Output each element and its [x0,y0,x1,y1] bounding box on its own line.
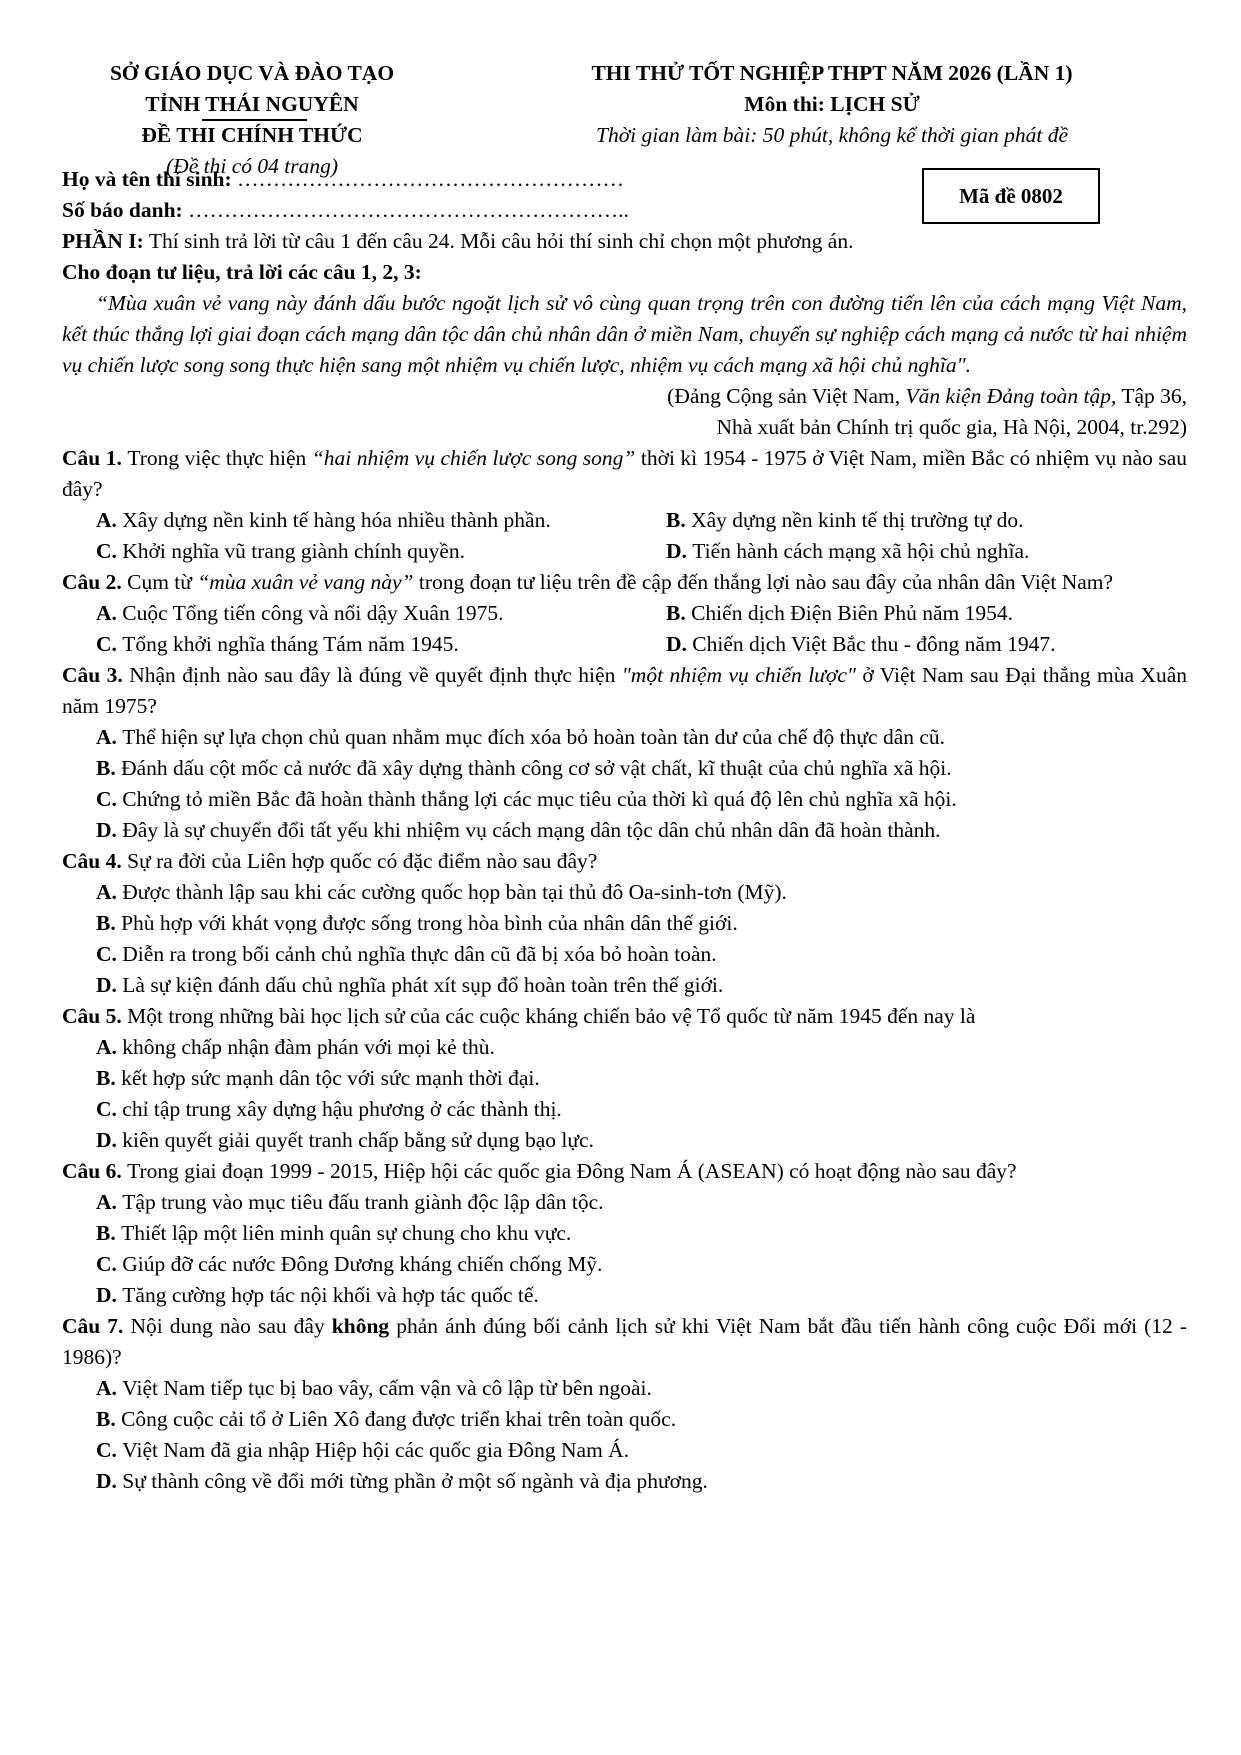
option-c[interactable] [96,536,666,567]
option-label: B. [96,1221,122,1245]
passage-quote: “Mùa xuân vẻ vang này đánh dấu bước ngoặt lịch sử vô cùng quan trọng trên con đường tiến lên của cách mạng Việt Nam, kết thúc thắng lợi giai đoạn cách mạng dân tộc dân chủ nhân dân ở miền Nam, chuyển sự nghiệp cách mạng cả nước từ hai nhiệm vụ chiến lược song song thực hiện sang một nhiệm vụ chiến lược, nhiệm vụ cách mạng xã hội chủ nghĩa". [62,291,1187,377]
option-label: A. [96,725,123,749]
question-text: Nội dung nào sau đây [130,1314,332,1338]
option-a[interactable] [62,877,1187,908]
option-text: Tiến hành cách mạng xã hội chủ nghĩa. [692,539,1030,563]
option-label: B. [666,601,692,625]
section-instruction [62,226,1187,257]
option-text: Tăng cường hợp tác nội khối và hợp tác quốc tế. [122,1283,539,1307]
header-right [477,58,1187,151]
candidate-name-label: Họ và tên thí sinh: [62,167,232,191]
option-a[interactable] [96,505,666,536]
candidate-id-label: Số báo danh: [62,198,183,222]
question-text: Cụm từ [127,570,198,594]
source-book: Văn kiện Đảng toàn tập, [905,384,1117,408]
option-label: D. [666,539,693,563]
option-label: D. [96,1283,123,1307]
question-2 [62,567,1187,598]
option-a[interactable] [62,1187,1187,1218]
option-c[interactable] [62,1249,1187,1280]
option-text: Xây dựng nền kinh tế hàng hóa nhiều thành phần. [122,508,551,532]
option-c[interactable] [62,1435,1187,1466]
option-label: C. [96,787,123,811]
option-c[interactable] [96,629,666,660]
option-label: B. [96,911,122,935]
question-text: “mùa xuân vẻ vang này” [197,570,414,594]
option-label: B. [96,1407,122,1431]
question-text: “hai nhiệm vụ chiến lược song song” [311,446,636,470]
question-number: Câu 3. [62,663,130,687]
exam-time: Thời gian làm bài: 50 phút, không kể thời gian phát đề [595,123,1069,147]
option-text: Tập trung vào mục tiêu đấu tranh giành độc lập dân tộc. [122,1190,604,1214]
option-b[interactable] [62,753,1187,784]
question-3 [62,660,1187,722]
exam-code-box: Mã đề 0802 [922,168,1100,224]
option-label: C. [96,1252,123,1276]
question-text: Một trong những bài học lịch sử của các cuộc kháng chiến bảo vệ Tổ quốc từ năm 1945 đến nay là [127,1004,976,1028]
option-d[interactable] [62,815,1187,846]
option-label: D. [96,973,123,997]
candidate-name-field[interactable]: ……………………………………………… [237,167,625,191]
option-text: Phù hợp với khát vọng được sống trong hòa bình của nhân dân thế giới. [121,911,738,935]
option-label: A. [96,601,123,625]
question-number: Câu 5. [62,1004,128,1028]
question-6 [62,1156,1187,1187]
option-label: C. [96,539,123,563]
option-a[interactable] [62,722,1187,753]
question-text: Sự ra đời của Liên hợp quốc có đặc điểm nào sau đây? [127,849,598,873]
official-label: ĐỀ THI CHÍNH THỨC [141,123,363,147]
option-text: Giúp đỡ các nước Đông Dương kháng chiến chống Mỹ. [122,1252,603,1276]
option-c[interactable] [62,1094,1187,1125]
candidate-id-field[interactable]: …………………………………………………….. [188,198,629,222]
option-label: C. [96,942,123,966]
province-name: TỈNH THÁI NGUYÊN [145,92,359,116]
option-label: D. [96,1128,123,1152]
option-text: Thể hiện sự lựa chọn chủ quan nhằm mục đích xóa bỏ hoàn toàn tàn dư của chế độ thực dân cũ. [122,725,946,749]
question-number: Câu 4. [62,849,128,873]
option-label: D. [96,1469,123,1493]
option-text: Đây là sự chuyển đổi tất yếu khi nhiệm vụ cách mạng dân tộc dân chủ nhân dân đã hoàn thành. [122,818,941,842]
question-number: Câu 7. [62,1314,131,1338]
option-label: D. [96,818,123,842]
question-text: Trong giai đoạn 1999 - 2015, Hiệp hội các quốc gia Đông Nam Á (ASEAN) có hoạt động nào sau đây? [127,1159,1017,1183]
option-label: B. [666,508,692,532]
exam-title: THI THỬ TỐT NGHIỆP THPT NĂM 2026 (LẦN 1) [591,61,1073,85]
option-text: Là sự kiện đánh dấu chủ nghĩa phát xít sụp đổ hoàn toàn trên thế giới. [122,973,724,997]
option-a[interactable] [96,598,666,629]
option-label: A. [96,1376,123,1400]
question-number: Câu 2. [62,570,128,594]
question-text: phản ánh đúng bối cảnh lịch sử khi Việt Nam bắt đầu tiến hành công cuộc Đổi mới (12 - 1986)? [62,1314,1187,1369]
option-c[interactable] [62,939,1187,970]
header-divider [202,119,307,121]
option-b[interactable] [62,1404,1187,1435]
department-name: SỞ GIÁO DỤC VÀ ĐÀO TẠO [109,61,395,85]
option-text: Được thành lập sau khi các cường quốc họp bàn tại thủ đô Oa-sinh-tơn (Mỹ). [122,880,787,904]
question-4 [62,846,1187,877]
exam-page [62,58,1187,1497]
option-text: Diễn ra trong bối cảnh chủ nghĩa thực dân cũ đã bị xóa bỏ hoàn toàn. [122,942,717,966]
option-d[interactable] [666,536,1029,567]
option-b[interactable] [62,1063,1187,1094]
question-7 [62,1311,1187,1373]
option-label: B. [96,1066,122,1090]
question-text: trong đoạn tư liệu trên đề cập đến thắng lợi nào sau đây của nhân dân Việt Nam? [413,570,1114,594]
option-text: Đánh dấu cột mốc cả nước đã xây dựng thành công cơ sở vật chất, kĩ thuật của chủ nghĩa xã hội. [121,756,952,780]
option-text: Cuộc Tổng tiến công và nổi dậy Xuân 1975. [122,601,504,625]
source-author: (Đảng Cộng sản Việt Nam, [667,384,906,408]
option-text: Chứng tỏ miền Bắc đã hoàn thành thắng lợi các mục tiêu của thời kì quá độ lên chủ nghĩa xã hội. [122,787,957,811]
candidate-info [62,164,1187,226]
question-number: Câu 1. [62,446,128,470]
question-number: Câu 6. [62,1159,128,1183]
option-b[interactable] [666,598,1013,629]
question-text: "một nhiệm vụ chiến lược" [621,663,856,687]
option-row [62,505,1187,536]
question-1 [62,443,1187,505]
passage-source-publisher: Nhà xuất bản Chính trị quốc gia, Hà Nội, 2004, tr.292) [716,415,1187,439]
option-b[interactable] [62,1218,1187,1249]
option-text: Việt Nam đã gia nhập Hiệp hội các quốc gia Đông Nam Á. [122,1438,630,1462]
option-text: kết hợp sức mạnh dân tộc với sức mạnh thời đại. [121,1066,540,1090]
option-label: D. [666,632,693,656]
option-text: kiên quyết giải quyết tranh chấp bằng sử dụng bạo lực. [122,1128,594,1152]
option-text: Chiến dịch Việt Bắc thu - đông năm 1947. [692,632,1056,656]
question-text: ở Việt Nam sau Đại thắng mùa Xuân năm 1975? [62,663,1187,718]
option-row [62,536,1187,567]
option-text: Công cuộc cải tổ ở Liên Xô đang được triển khai trên toàn quốc. [121,1407,677,1431]
passage-source [62,381,1187,412]
option-row [62,629,1187,660]
option-label: B. [96,756,122,780]
option-text: Tổng khởi nghĩa tháng Tám năm 1945. [122,632,459,656]
section-text: Thí sinh trả lời từ câu 1 đến câu 24. Mỗi câu hỏi thí sinh chỉ chọn một phương án. [148,229,854,253]
question-list [62,443,1187,1497]
question-text: không [331,1314,390,1338]
option-row [62,598,1187,629]
option-b[interactable] [62,908,1187,939]
option-label: A. [96,1035,123,1059]
option-d[interactable] [666,629,1055,660]
option-label: C. [96,1438,123,1462]
passage-intro: Cho đoạn tư liệu, trả lời các câu 1, 2, 3: [62,260,422,284]
page-count: (Đề thi có 04 trang) [166,154,338,178]
option-b[interactable] [666,505,1023,536]
question-text: Nhận định nào sau đây là đúng về quyết định thực hiện [129,663,622,687]
option-d[interactable] [62,1466,1187,1497]
option-d[interactable] [62,1280,1187,1311]
option-text: Việt Nam tiếp tục bị bao vây, cấm vận và cô lập từ bên ngoài. [122,1376,652,1400]
option-text: Thiết lập một liên minh quân sự chung cho khu vực. [121,1221,572,1245]
option-text: chỉ tập trung xây dựng hậu phương ở các thành thị. [122,1097,562,1121]
option-text: Sự thành công về đổi mới từng phần ở một số ngành và địa phương. [122,1469,708,1493]
option-a[interactable] [62,1032,1187,1063]
option-c[interactable] [62,784,1187,815]
option-text: không chấp nhận đàm phán với mọi kẻ thù. [122,1035,495,1059]
question-text: thời kì 1954 - 1975 ở Việt Nam, miền Bắc có nhiệm vụ nào sau đây? [62,446,1188,501]
question-text: Trong việc thực hiện [127,446,312,470]
section-label: PHẦN I: [62,229,144,253]
option-text: Chiến dịch Điện Biên Phủ năm 1954. [691,601,1013,625]
option-label: A. [96,880,123,904]
source-volume: Tập 36, [1116,384,1187,408]
option-text: Khởi nghĩa vũ trang giành chính quyền. [122,539,466,563]
option-label: C. [96,632,123,656]
exam-subject: Môn thi: LỊCH SỬ [744,92,920,116]
option-a[interactable] [62,1373,1187,1404]
question-5 [62,1001,1187,1032]
option-label: A. [96,1190,123,1214]
option-text: Xây dựng nền kinh tế thị trường tự do. [691,508,1024,532]
option-d[interactable] [62,1125,1187,1156]
option-label: C. [96,1097,123,1121]
option-label: A. [96,508,123,532]
option-d[interactable] [62,970,1187,1001]
